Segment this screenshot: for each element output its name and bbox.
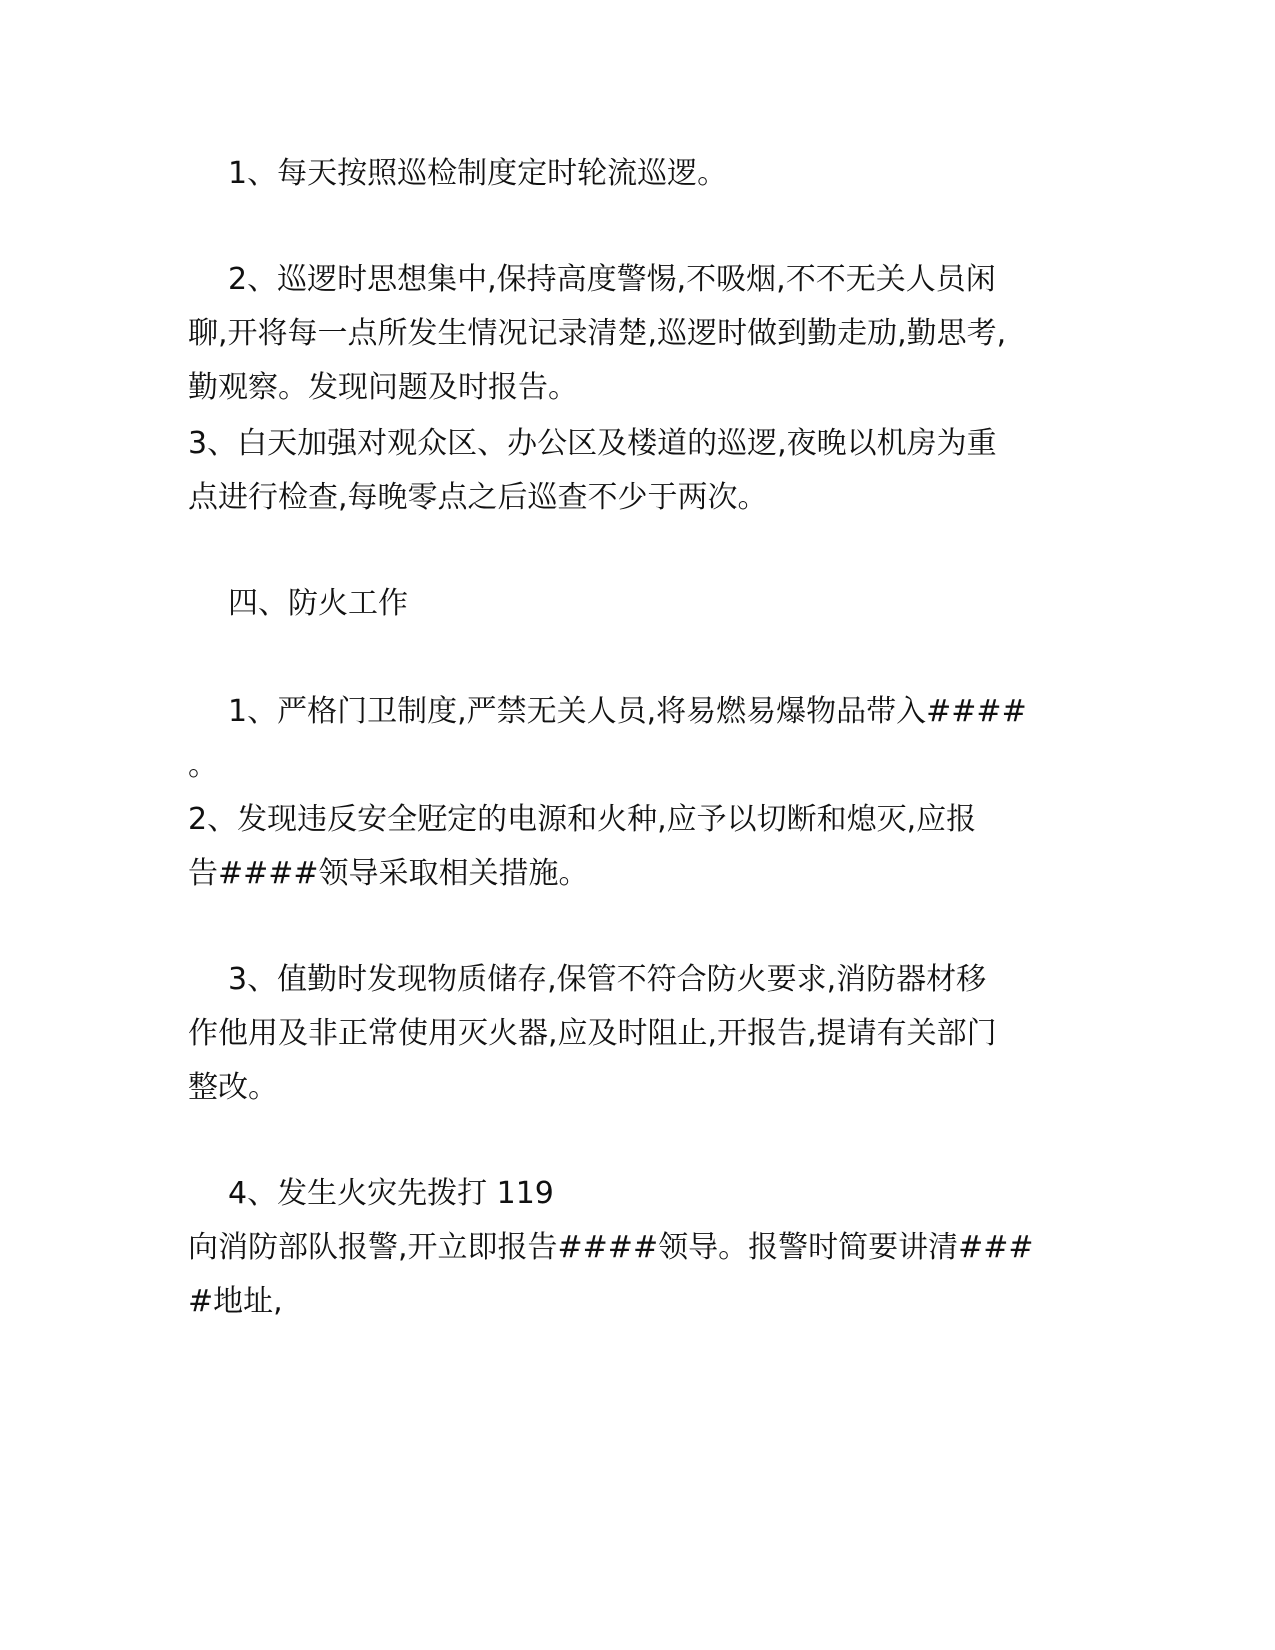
paragraph-line: 4、发生火灾先拨打 119 — [228, 1176, 554, 1211]
paragraph-line: 整改。 — [188, 1070, 278, 1105]
paragraph-line: 点进行检查,每晚零点之后巡查不少于两次。 — [188, 480, 768, 515]
section-heading: 四、防火工作 — [228, 586, 408, 621]
paragraph-line: 1、每天按照巡检制度定时轮流巡逻。 — [228, 156, 728, 191]
paragraph-line: 聊,开将每一点所发生情况记录清楚,巡逻时做到勤走劢,勤思考, — [188, 316, 1007, 351]
paragraph-line: 勤观察。发现问题及时报告。 — [188, 370, 578, 405]
paragraph-line: 3、白天加强对观众区、办公区及楼道的巡逻,夜晚以机房为重 — [188, 426, 997, 461]
paragraph-line: 1、严格门卫制度,严禁无关人员,将易燃易爆物品带入#### — [228, 694, 1027, 729]
paragraph-line: 2、巡逻时思想集中,保持高度警惕,不吸烟,不不无关人员闲 — [228, 262, 996, 297]
paragraph-line: 2、发现违反安全觃定的电源和火种,应予以切断和熄灭,应报 — [188, 802, 977, 837]
paragraph-line: #地址, — [188, 1284, 283, 1319]
paragraph-line: 3、值勤时发现物质储存,保管不符合防火要求,消防器材移 — [228, 962, 987, 997]
paragraph-line: 向消防部队报警,开立即报告####领导。报警时简要讲清### — [188, 1230, 1034, 1265]
paragraph-line: 作他用及非正常使用灭火器,应及时阻止,开报告,提请有关部门 — [188, 1016, 997, 1051]
paragraph-line: 。 — [188, 748, 218, 783]
paragraph-line: 告####领导采取相关措施。 — [188, 856, 589, 891]
